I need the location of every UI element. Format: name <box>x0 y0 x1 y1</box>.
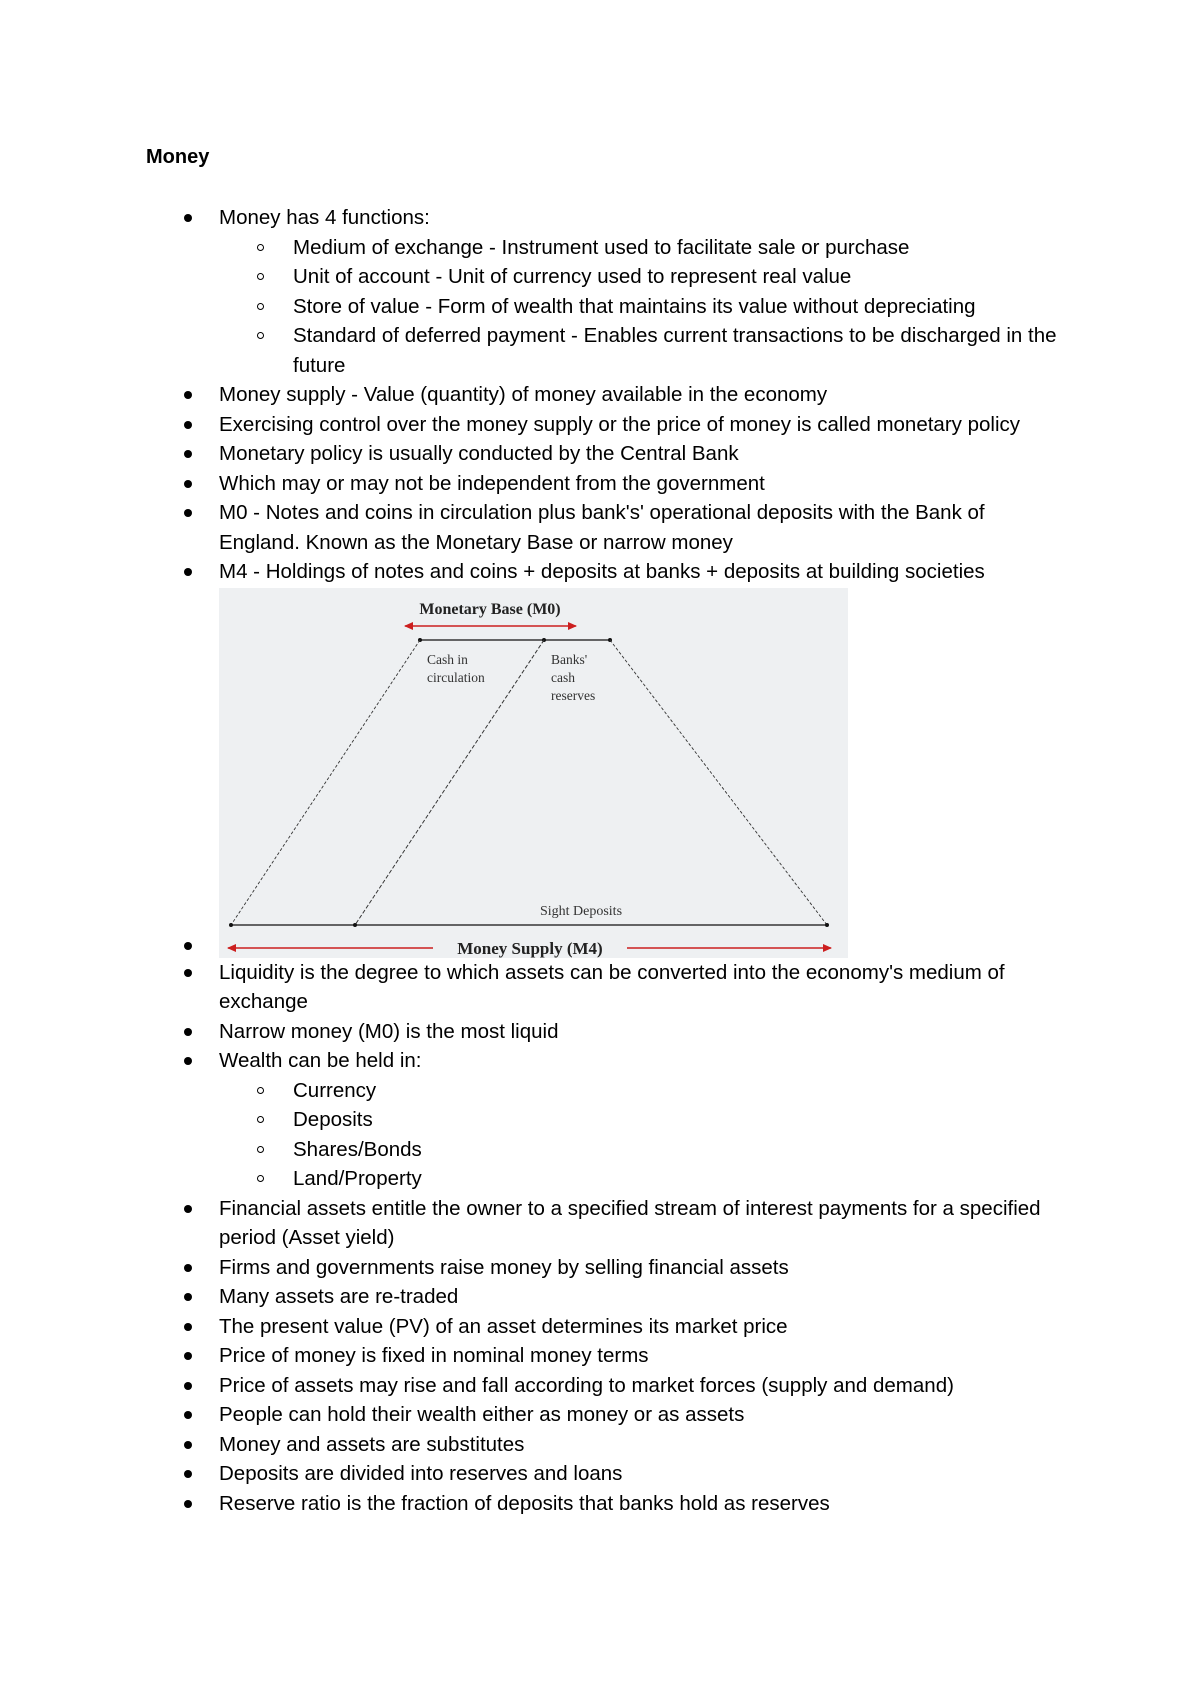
bullet-circle <box>257 332 264 339</box>
bullet-dot <box>184 942 192 950</box>
sub-list-item: Shares/Bonds <box>0 1135 1200 1165</box>
list-item: Financial assets entitle the owner to a specified stream of interest payments for a specified period (Asset yield) <box>0 1194 1200 1253</box>
bullet-dot <box>184 450 192 458</box>
list-item: Deposits are divided into reserves and loans <box>0 1459 1200 1489</box>
banks-label-line1: Banks' <box>551 651 588 667</box>
bullet-dot <box>184 969 192 977</box>
bullet-dot <box>184 421 192 429</box>
sub-list-item: Store of value - Form of wealth that maintains its value without depreciating <box>0 292 1200 322</box>
list-item: M0 - Notes and coins in circulation plus bank's' operational deposits with the Bank of England. Known as the Monetary Base or narrow money <box>0 498 1200 557</box>
bullet-dot <box>184 1293 192 1301</box>
sub-list-item: Currency <box>0 1076 1200 1106</box>
list-item: Money has 4 functions: <box>0 203 1200 233</box>
list-item: Monetary policy is usually conducted by the Central Bank <box>0 439 1200 469</box>
bullet-dot <box>184 1470 192 1478</box>
list-item: Reserve ratio is the fraction of deposits that banks hold as reserves <box>0 1489 1200 1519</box>
bullet-dot <box>184 1264 192 1272</box>
bullet-dot <box>184 1352 192 1360</box>
bullet-dot <box>184 214 192 222</box>
bullet-dot <box>184 1028 192 1036</box>
list-item-figure <box>0 587 1200 958</box>
list-item: Money and assets are substitutes <box>0 1430 1200 1460</box>
money-supply-svg <box>219 588 848 958</box>
bottom-left-point <box>229 923 233 927</box>
list-item: Exercising control over the money supply or the price of money is called monetary policy <box>0 410 1200 440</box>
banks-label-line3: reserves <box>551 687 596 703</box>
bullet-dot <box>184 1441 192 1449</box>
left-edge-line <box>231 640 420 925</box>
bullet-circle <box>257 1175 264 1182</box>
list-item: M4 - Holdings of notes and coins + deposits at banks + deposits at building societies <box>0 557 1200 587</box>
sub-list-item: Deposits <box>0 1105 1200 1135</box>
bottom-right-point <box>825 923 829 927</box>
bullet-dot <box>184 568 192 576</box>
sub-list-item: Medium of exchange - Instrument used to facilitate sale or purchase <box>0 233 1200 263</box>
list-item: Narrow money (M0) is the most liquid <box>0 1017 1200 1047</box>
bullet-dot <box>184 509 192 517</box>
bullet-dot <box>184 1323 192 1331</box>
list-item: Wealth can be held in: <box>0 1046 1200 1076</box>
money-supply-label: Money Supply (M4) <box>457 938 603 958</box>
bullet-dot <box>184 1382 192 1390</box>
money-supply-diagram <box>219 588 848 958</box>
banks-label-line2: cash <box>551 669 575 685</box>
notes-list <box>0 203 1200 1518</box>
list-item: Which may or may not be independent from the government <box>0 469 1200 499</box>
cash-label-line1: Cash in <box>427 651 468 667</box>
list-item: People can hold their wealth either as money or as assets <box>0 1400 1200 1430</box>
page-title: Money <box>146 146 210 168</box>
bullet-circle <box>257 303 264 310</box>
list-item: Liquidity is the degree to which assets can be converted into the economy's medium of exchange <box>0 958 1200 1017</box>
sight-deposits-label: Sight Deposits <box>539 903 623 919</box>
bullet-dot <box>184 1411 192 1419</box>
sub-list-item: Unit of account - Unit of currency used to represent real value <box>0 262 1200 292</box>
sub-list-item: Land/Property <box>0 1164 1200 1194</box>
list-item: Many assets are re-traded <box>0 1282 1200 1312</box>
list-item: The present value (PV) of an asset determines its market price <box>0 1312 1200 1342</box>
bullet-dot <box>184 1500 192 1508</box>
bullet-circle <box>257 273 264 280</box>
sub-list-item: Standard of deferred payment - Enables current transactions to be discharged in the future <box>0 321 1200 380</box>
bullet-dot <box>184 391 192 399</box>
list-item: Money supply - Value (quantity) of money available in the economy <box>0 380 1200 410</box>
bullet-circle <box>257 244 264 251</box>
list-item: Firms and governments raise money by selling financial assets <box>0 1253 1200 1283</box>
list-item: Price of assets may rise and fall according to market forces (supply and demand) <box>0 1371 1200 1401</box>
right-edge-line <box>610 640 827 925</box>
bottom-mid-point <box>353 923 357 927</box>
bullet-dot <box>184 1205 192 1213</box>
bullet-circle <box>257 1116 264 1123</box>
bullet-circle <box>257 1146 264 1153</box>
bullet-circle <box>257 1087 264 1094</box>
cash-label-line2: circulation <box>427 669 485 685</box>
list-item: Price of money is fixed in nominal money terms <box>0 1341 1200 1371</box>
bullet-dot <box>184 1057 192 1065</box>
bullet-dot <box>184 480 192 488</box>
monetary-base-label: Monetary Base (M0) <box>419 600 561 618</box>
